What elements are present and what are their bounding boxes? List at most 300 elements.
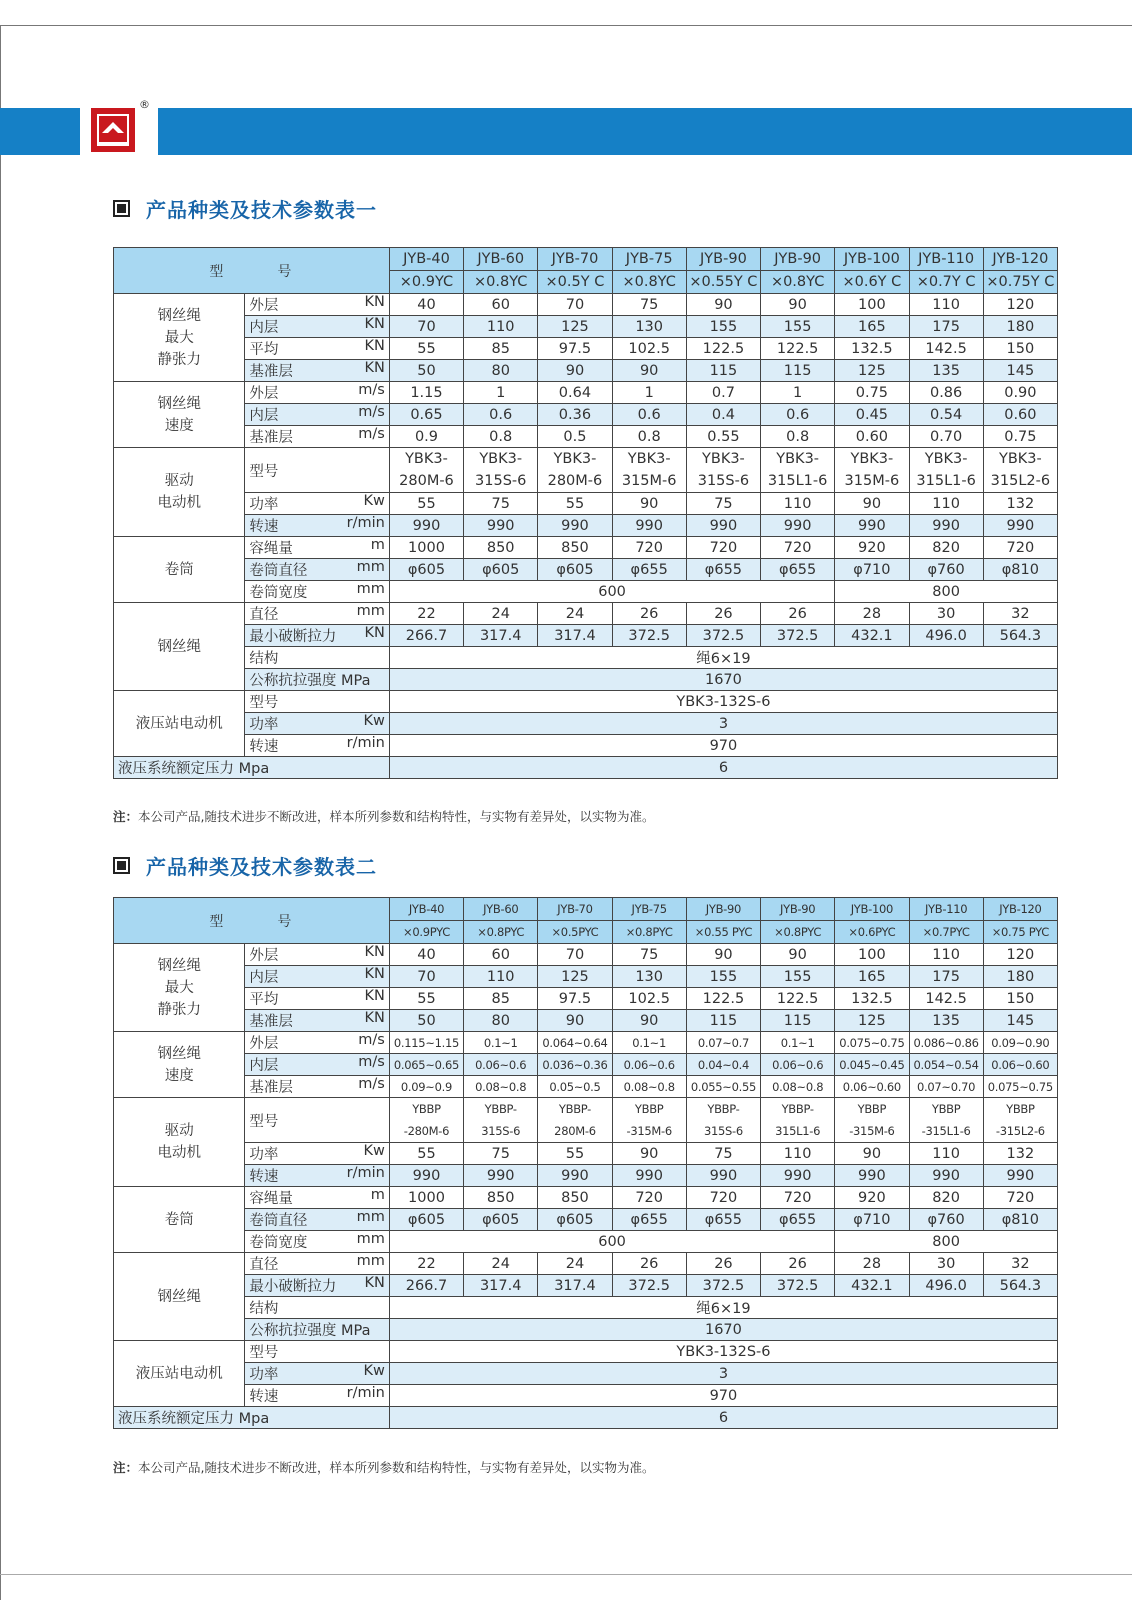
table-cell: 122.5 — [761, 988, 835, 1010]
table-cell: 372.5 — [612, 625, 686, 647]
row-label: 转速 r/min — [245, 1165, 389, 1187]
row-label: 功率 Kw — [245, 1143, 389, 1165]
row-label: 外层 KN — [245, 294, 389, 316]
model-name-top: JYB-110 — [909, 248, 983, 271]
table-cell: 0.064~0.64 — [538, 1032, 612, 1054]
table-cell: 0.7 — [686, 382, 760, 404]
table-cell: 55 — [389, 1143, 463, 1165]
model-name-top: JYB-120 — [983, 898, 1057, 921]
registered-mark: ® — [139, 98, 150, 111]
table-cell: 70 — [538, 294, 612, 316]
model-name-top: JYB-90 — [686, 898, 760, 921]
table-cell: 0.8 — [612, 426, 686, 448]
row-label: 功率 Kw — [245, 1363, 389, 1385]
motor-type-cell: YBK3- 315L1-6 — [761, 448, 835, 493]
table-cell: 90 — [612, 1010, 686, 1032]
motor-type-cell: YBK3- 315M-6 — [835, 448, 909, 493]
table-cell: 0.08~0.8 — [464, 1076, 538, 1098]
table-cell: 55 — [538, 493, 612, 515]
row-label: 转速 r/min — [245, 515, 389, 537]
table-cell: 990 — [686, 515, 760, 537]
table-cell: 132 — [983, 1143, 1057, 1165]
motor-type-cell: YBBP- 315S-6 — [464, 1098, 538, 1143]
model-name-bottom: ×0.9YC — [389, 271, 463, 294]
group-label-motor: 驱动 电动机 — [114, 448, 245, 537]
motor-type-cell: YBBP -315M-6 — [612, 1098, 686, 1143]
motor-type-cell: YBK3- 315S-6 — [464, 448, 538, 493]
row-label: 型号 — [245, 1098, 389, 1143]
table-cell: 60 — [464, 944, 538, 966]
table-cell: 0.1~1 — [761, 1032, 835, 1054]
table-cell: 132.5 — [835, 988, 909, 1010]
table-cell: 155 — [686, 316, 760, 338]
table-cell: 32 — [983, 603, 1057, 625]
model-name-top: JYB-60 — [464, 898, 538, 921]
row-label: 卷筒直径 mm — [245, 1209, 389, 1231]
model-name-bottom: ×0.5Y C — [538, 271, 612, 294]
model-name-top: JYB-90 — [761, 898, 835, 921]
row-label: 卷筒直径 mm — [245, 559, 389, 581]
table-cell: 115 — [761, 1010, 835, 1032]
drum-width-value: 800 — [835, 581, 1058, 603]
rope-strength-value: 1670 — [389, 669, 1057, 691]
table-cell: 102.5 — [612, 338, 686, 360]
group-label-drum: 卷筒 — [114, 537, 245, 603]
table-cell: 850 — [538, 1187, 612, 1209]
table-cell: 100 — [835, 294, 909, 316]
row-label: 公称抗拉强度 MPa — [245, 1319, 389, 1341]
row-label: 卷筒宽度 mm — [245, 1231, 389, 1253]
table-cell: φ710 — [835, 1209, 909, 1231]
table-cell: 132.5 — [835, 338, 909, 360]
model-name-bottom: ×0.75 PYC — [983, 921, 1057, 944]
pressure-label: 液压系统额定压力 Mpa — [114, 757, 390, 779]
table-cell: φ605 — [538, 1209, 612, 1231]
model-name-bottom: ×0.55 PYC — [686, 921, 760, 944]
table-cell: 0.8 — [464, 426, 538, 448]
drum-width-value: 800 — [835, 1231, 1058, 1253]
table-cell: 0.07~0.7 — [686, 1032, 760, 1054]
table-cell: 720 — [983, 1187, 1057, 1209]
table-cell: 990 — [983, 515, 1057, 537]
table-cell: 990 — [835, 1165, 909, 1187]
table-cell: 22 — [389, 1253, 463, 1275]
row-label: 功率 Kw — [245, 493, 389, 515]
table-cell: 125 — [538, 316, 612, 338]
spec-table-1 — [113, 247, 1058, 779]
row-label: 卷筒宽度 mm — [245, 581, 389, 603]
table-cell: 432.1 — [835, 625, 909, 647]
table-cell: φ605 — [389, 1209, 463, 1231]
spec-table-2 — [113, 897, 1058, 1429]
table-cell: 720 — [761, 1187, 835, 1209]
table-cell: 920 — [835, 1187, 909, 1209]
motor-type-cell: YBK3- 315L2-6 — [983, 448, 1057, 493]
table-cell: 70 — [389, 966, 463, 988]
model-name-bottom: ×0.9PYC — [389, 921, 463, 944]
motor-type-cell: YBBP -315M-6 — [835, 1098, 909, 1143]
table-cell: 372.5 — [686, 625, 760, 647]
table-cell: 317.4 — [464, 625, 538, 647]
rope-structure-value: 绳6×19 — [389, 1297, 1057, 1319]
table-cell: 317.4 — [538, 1275, 612, 1297]
table-cell: 990 — [835, 515, 909, 537]
table-cell: 135 — [909, 360, 983, 382]
table-cell: φ605 — [389, 559, 463, 581]
table-cell: 180 — [983, 316, 1057, 338]
row-label: 最小破断拉力 KN — [245, 625, 389, 647]
table-cell: 110 — [464, 316, 538, 338]
table-cell: 28 — [835, 603, 909, 625]
row-label: 外层 m/s — [245, 382, 389, 404]
model-name-bottom: ×0.55Y C — [686, 271, 760, 294]
table-cell: 122.5 — [686, 988, 760, 1010]
table-cell: 90 — [686, 944, 760, 966]
table-cell: 90 — [612, 493, 686, 515]
table-cell: 90 — [835, 1143, 909, 1165]
motor-type-cell: YBBP- 315L1-6 — [761, 1098, 835, 1143]
model-name-bottom: ×0.6PYC — [835, 921, 909, 944]
table-cell: 175 — [909, 966, 983, 988]
table-cell: 85 — [464, 988, 538, 1010]
table-cell: 110 — [909, 294, 983, 316]
table-cell: 125 — [835, 360, 909, 382]
table-cell: 75 — [686, 1143, 760, 1165]
table-cell: φ655 — [686, 559, 760, 581]
table-cell: 120 — [983, 944, 1057, 966]
table-cell: 720 — [983, 537, 1057, 559]
table-cell: 0.06~0.6 — [761, 1054, 835, 1076]
table-cell: 0.05~0.5 — [538, 1076, 612, 1098]
table-cell: 990 — [909, 515, 983, 537]
table-cell: 372.5 — [761, 1275, 835, 1297]
pressure-label: 液压系统额定压力 Mpa — [114, 1407, 390, 1429]
table-cell: 850 — [464, 537, 538, 559]
table-cell: φ655 — [761, 1209, 835, 1231]
table-cell: 0.075~0.75 — [983, 1076, 1057, 1098]
table-cell: 0.04~0.4 — [686, 1054, 760, 1076]
table-cell: 720 — [686, 1187, 760, 1209]
hyd-motor-power: 3 — [389, 1363, 1057, 1385]
table-cell: 150 — [983, 988, 1057, 1010]
row-label: 型号 — [245, 448, 389, 493]
table-cell: 55 — [389, 493, 463, 515]
table-cell: 122.5 — [686, 338, 760, 360]
table-cell: 97.5 — [538, 338, 612, 360]
model-name-top: JYB-75 — [612, 898, 686, 921]
motor-type-cell: YBBP- 315S-6 — [686, 1098, 760, 1143]
table-cell: 0.075~0.75 — [835, 1032, 909, 1054]
row-label: 内层 m/s — [245, 1054, 389, 1076]
model-name-bottom: ×0.8YC — [761, 271, 835, 294]
table-cell: 28 — [835, 1253, 909, 1275]
table-cell: 850 — [538, 537, 612, 559]
row-label: 容绳量 m — [245, 1187, 389, 1209]
model-name-top: JYB-75 — [612, 248, 686, 271]
table-cell: 80 — [464, 360, 538, 382]
table-cell: 24 — [464, 1253, 538, 1275]
table-cell: 110 — [909, 493, 983, 515]
table-cell: 0.09~0.9 — [389, 1076, 463, 1098]
row-label: 结构 — [245, 647, 389, 669]
table-cell: 90 — [686, 294, 760, 316]
table-cell: 55 — [538, 1143, 612, 1165]
table-cell: 26 — [612, 1253, 686, 1275]
hyd-motor-power: 3 — [389, 713, 1057, 735]
table-cell: 122.5 — [761, 338, 835, 360]
rope-strength-value: 1670 — [389, 1319, 1057, 1341]
table-cell: 0.08~0.8 — [612, 1076, 686, 1098]
table-cell: φ760 — [909, 559, 983, 581]
row-label: 转速 r/min — [245, 735, 389, 757]
table-cell: 990 — [761, 1165, 835, 1187]
table-cell: 0.55 — [686, 426, 760, 448]
table-cell: 990 — [389, 1165, 463, 1187]
table-cell: 820 — [909, 537, 983, 559]
table-cell: 155 — [761, 316, 835, 338]
row-label: 型号 — [245, 1341, 389, 1363]
hyd-motor-type: YBK3-132S-6 — [389, 1341, 1057, 1363]
table-cell: 75 — [686, 493, 760, 515]
table-cell: 40 — [389, 294, 463, 316]
table-cell: 564.3 — [983, 1275, 1057, 1297]
model-name-top: JYB-40 — [389, 898, 463, 921]
table-cell: 75 — [612, 294, 686, 316]
table-cell: 0.8 — [761, 426, 835, 448]
table-cell: 150 — [983, 338, 1057, 360]
table-cell: 990 — [983, 1165, 1057, 1187]
footnote-2: 注：本公司产品,随技术进步不断改进，样本所列参数和结构特性，与实物有差异处，以实物为准。 — [113, 1460, 655, 1475]
table-cell: 920 — [835, 537, 909, 559]
table-cell: 30 — [909, 603, 983, 625]
table-cell: 90 — [835, 493, 909, 515]
table-cell: 0.75 — [835, 382, 909, 404]
table-cell: 266.7 — [389, 1275, 463, 1297]
table-cell: 110 — [909, 944, 983, 966]
page-border-top — [0, 25, 1132, 26]
table-cell: 990 — [538, 515, 612, 537]
table-cell: 0.07~0.70 — [909, 1076, 983, 1098]
table-cell: 24 — [464, 603, 538, 625]
motor-type-cell: YBK3- 280M-6 — [538, 448, 612, 493]
rope-structure-value: 绳6×19 — [389, 647, 1057, 669]
table-cell: φ655 — [612, 559, 686, 581]
table-cell: 0.75 — [983, 426, 1057, 448]
row-label: 基准层 KN — [245, 360, 389, 382]
table-cell: 97.5 — [538, 988, 612, 1010]
table-cell: 720 — [686, 537, 760, 559]
row-label: 容绳量 m — [245, 537, 389, 559]
table-cell: 165 — [835, 966, 909, 988]
table-cell: 0.1~1 — [612, 1032, 686, 1054]
model-name-top: JYB-70 — [538, 248, 612, 271]
table-cell: 990 — [389, 515, 463, 537]
model-header: 型 号 — [114, 248, 390, 294]
hyd-motor-type: YBK3-132S-6 — [389, 691, 1057, 713]
table-cell: φ710 — [835, 559, 909, 581]
table-cell: 100 — [835, 944, 909, 966]
table-cell: 720 — [612, 537, 686, 559]
row-label: 基准层 m/s — [245, 1076, 389, 1098]
table-cell: 0.06~0.60 — [835, 1076, 909, 1098]
model-name-bottom: ×0.75Y C — [983, 271, 1057, 294]
row-label: 内层 KN — [245, 966, 389, 988]
table-cell: φ655 — [761, 559, 835, 581]
model-name-bottom: ×0.8PYC — [612, 921, 686, 944]
model-name-bottom: ×0.7Y C — [909, 271, 983, 294]
table-cell: 990 — [686, 1165, 760, 1187]
table-cell: 0.4 — [686, 404, 760, 426]
motor-type-cell: YBK3- 315M-6 — [612, 448, 686, 493]
table-cell: 0.08~0.8 — [761, 1076, 835, 1098]
table-cell: 120 — [983, 294, 1057, 316]
motor-type-cell: YBBP- 280M-6 — [538, 1098, 612, 1143]
model-header: 型 号 — [114, 898, 390, 944]
table-cell: 110 — [464, 966, 538, 988]
table-cell: φ605 — [538, 559, 612, 581]
table-cell: 110 — [761, 1143, 835, 1165]
table-cell: 0.06~0.60 — [983, 1054, 1057, 1076]
model-name-top: JYB-40 — [389, 248, 463, 271]
table-cell: φ760 — [909, 1209, 983, 1231]
page-border-left — [0, 25, 1, 1600]
section-title-1: 产品种类及技术参数表一 — [113, 196, 377, 220]
model-name-bottom: ×0.6Y C — [835, 271, 909, 294]
row-label: 基准层 KN — [245, 1010, 389, 1032]
group-label-speed: 钢丝绳 速度 — [114, 1032, 245, 1098]
table-cell: 850 — [464, 1187, 538, 1209]
table-cell: 26 — [761, 603, 835, 625]
table-cell: φ655 — [612, 1209, 686, 1231]
square-bullet-icon — [113, 857, 130, 874]
model-name-top: JYB-110 — [909, 898, 983, 921]
table-cell: 432.1 — [835, 1275, 909, 1297]
model-name-bottom: ×0.8YC — [612, 271, 686, 294]
model-name-bottom: ×0.5PYC — [538, 921, 612, 944]
group-label-rope: 钢丝绳 — [114, 1253, 245, 1341]
table-cell: 0.70 — [909, 426, 983, 448]
table-cell: 0.6 — [464, 404, 538, 426]
company-logo — [91, 108, 135, 152]
table-cell: 30 — [909, 1253, 983, 1275]
table-cell: 1 — [612, 382, 686, 404]
table-cell: 372.5 — [612, 1275, 686, 1297]
table-cell: 496.0 — [909, 625, 983, 647]
table-cell: 990 — [909, 1165, 983, 1187]
model-name-bottom: ×0.8PYC — [464, 921, 538, 944]
table-cell: 266.7 — [389, 625, 463, 647]
motor-type-cell: YBK3- 315L1-6 — [909, 448, 983, 493]
table-cell: 125 — [835, 1010, 909, 1032]
motor-type-cell: YBBP -315L2-6 — [983, 1098, 1057, 1143]
table-cell: 990 — [464, 1165, 538, 1187]
table-cell: 0.64 — [538, 382, 612, 404]
table-cell: 115 — [686, 1010, 760, 1032]
table-cell: 145 — [983, 360, 1057, 382]
table-cell: 720 — [761, 537, 835, 559]
table-cell: 75 — [464, 1143, 538, 1165]
table-cell: 60 — [464, 294, 538, 316]
group-label-speed: 钢丝绳 速度 — [114, 382, 245, 448]
table-cell: 0.09~0.90 — [983, 1032, 1057, 1054]
table-cell: 0.6 — [761, 404, 835, 426]
table-cell: 142.5 — [909, 338, 983, 360]
table-cell: 372.5 — [686, 1275, 760, 1297]
model-name-bottom: ×0.8PYC — [761, 921, 835, 944]
hyd-motor-speed: 970 — [389, 1385, 1057, 1407]
table-cell: 0.65 — [389, 404, 463, 426]
table-cell: 0.60 — [983, 404, 1057, 426]
hyd-motor-speed: 970 — [389, 735, 1057, 757]
table-cell: 24 — [538, 603, 612, 625]
table-cell: 0.86 — [909, 382, 983, 404]
row-label: 最小破断拉力 KN — [245, 1275, 389, 1297]
table-cell: 165 — [835, 316, 909, 338]
row-label: 公称抗拉强度 MPa — [245, 669, 389, 691]
table-cell: 80 — [464, 1010, 538, 1032]
group-label-drum: 卷筒 — [114, 1187, 245, 1253]
row-label: 外层 m/s — [245, 1032, 389, 1054]
table-cell: 90 — [761, 944, 835, 966]
table-cell: 564.3 — [983, 625, 1057, 647]
model-name-bottom: ×0.7PYC — [909, 921, 983, 944]
table-cell: 0.6 — [612, 404, 686, 426]
row-label: 直径 mm — [245, 1253, 389, 1275]
table-cell: 125 — [538, 966, 612, 988]
table-cell: 0.36 — [538, 404, 612, 426]
motor-type-cell: YBK3- 315S-6 — [686, 448, 760, 493]
table-cell: φ655 — [686, 1209, 760, 1231]
table-cell: 50 — [389, 1010, 463, 1032]
table-cell: 1000 — [389, 1187, 463, 1209]
table-cell: 0.90 — [983, 382, 1057, 404]
table-cell: 0.055~0.55 — [686, 1076, 760, 1098]
row-label: 转速 r/min — [245, 1385, 389, 1407]
table-cell: 90 — [538, 360, 612, 382]
row-label: 功率 Kw — [245, 713, 389, 735]
row-label: 内层 KN — [245, 316, 389, 338]
table-cell: 0.036~0.36 — [538, 1054, 612, 1076]
model-name-top: JYB-90 — [761, 248, 835, 271]
table-cell: 55 — [389, 338, 463, 360]
model-name-bottom: ×0.8YC — [464, 271, 538, 294]
table-cell: 22 — [389, 603, 463, 625]
table-cell: φ605 — [464, 1209, 538, 1231]
motor-type-cell: YBBP -280M-6 — [389, 1098, 463, 1143]
group-label-motor: 驱动 电动机 — [114, 1098, 245, 1187]
table-cell: 115 — [761, 360, 835, 382]
table-cell: 24 — [538, 1253, 612, 1275]
table-cell: 990 — [464, 515, 538, 537]
table-cell: 155 — [686, 966, 760, 988]
group-label-tension: 钢丝绳 最大 静张力 — [114, 944, 245, 1032]
row-label: 型号 — [245, 691, 389, 713]
table-cell: 40 — [389, 944, 463, 966]
table-cell: 130 — [612, 316, 686, 338]
row-label: 外层 KN — [245, 944, 389, 966]
table-cell: 0.06~0.6 — [464, 1054, 538, 1076]
table-cell: 0.086~0.86 — [909, 1032, 983, 1054]
group-label-hydraulic: 液压站电动机 — [114, 1341, 245, 1407]
table-cell: 180 — [983, 966, 1057, 988]
table-cell: 372.5 — [761, 625, 835, 647]
table-cell: 55 — [389, 988, 463, 1010]
table-cell: 102.5 — [612, 988, 686, 1010]
table-cell: 820 — [909, 1187, 983, 1209]
table-cell: 75 — [464, 493, 538, 515]
table-cell: 0.1~1 — [464, 1032, 538, 1054]
table-cell: 0.60 — [835, 426, 909, 448]
